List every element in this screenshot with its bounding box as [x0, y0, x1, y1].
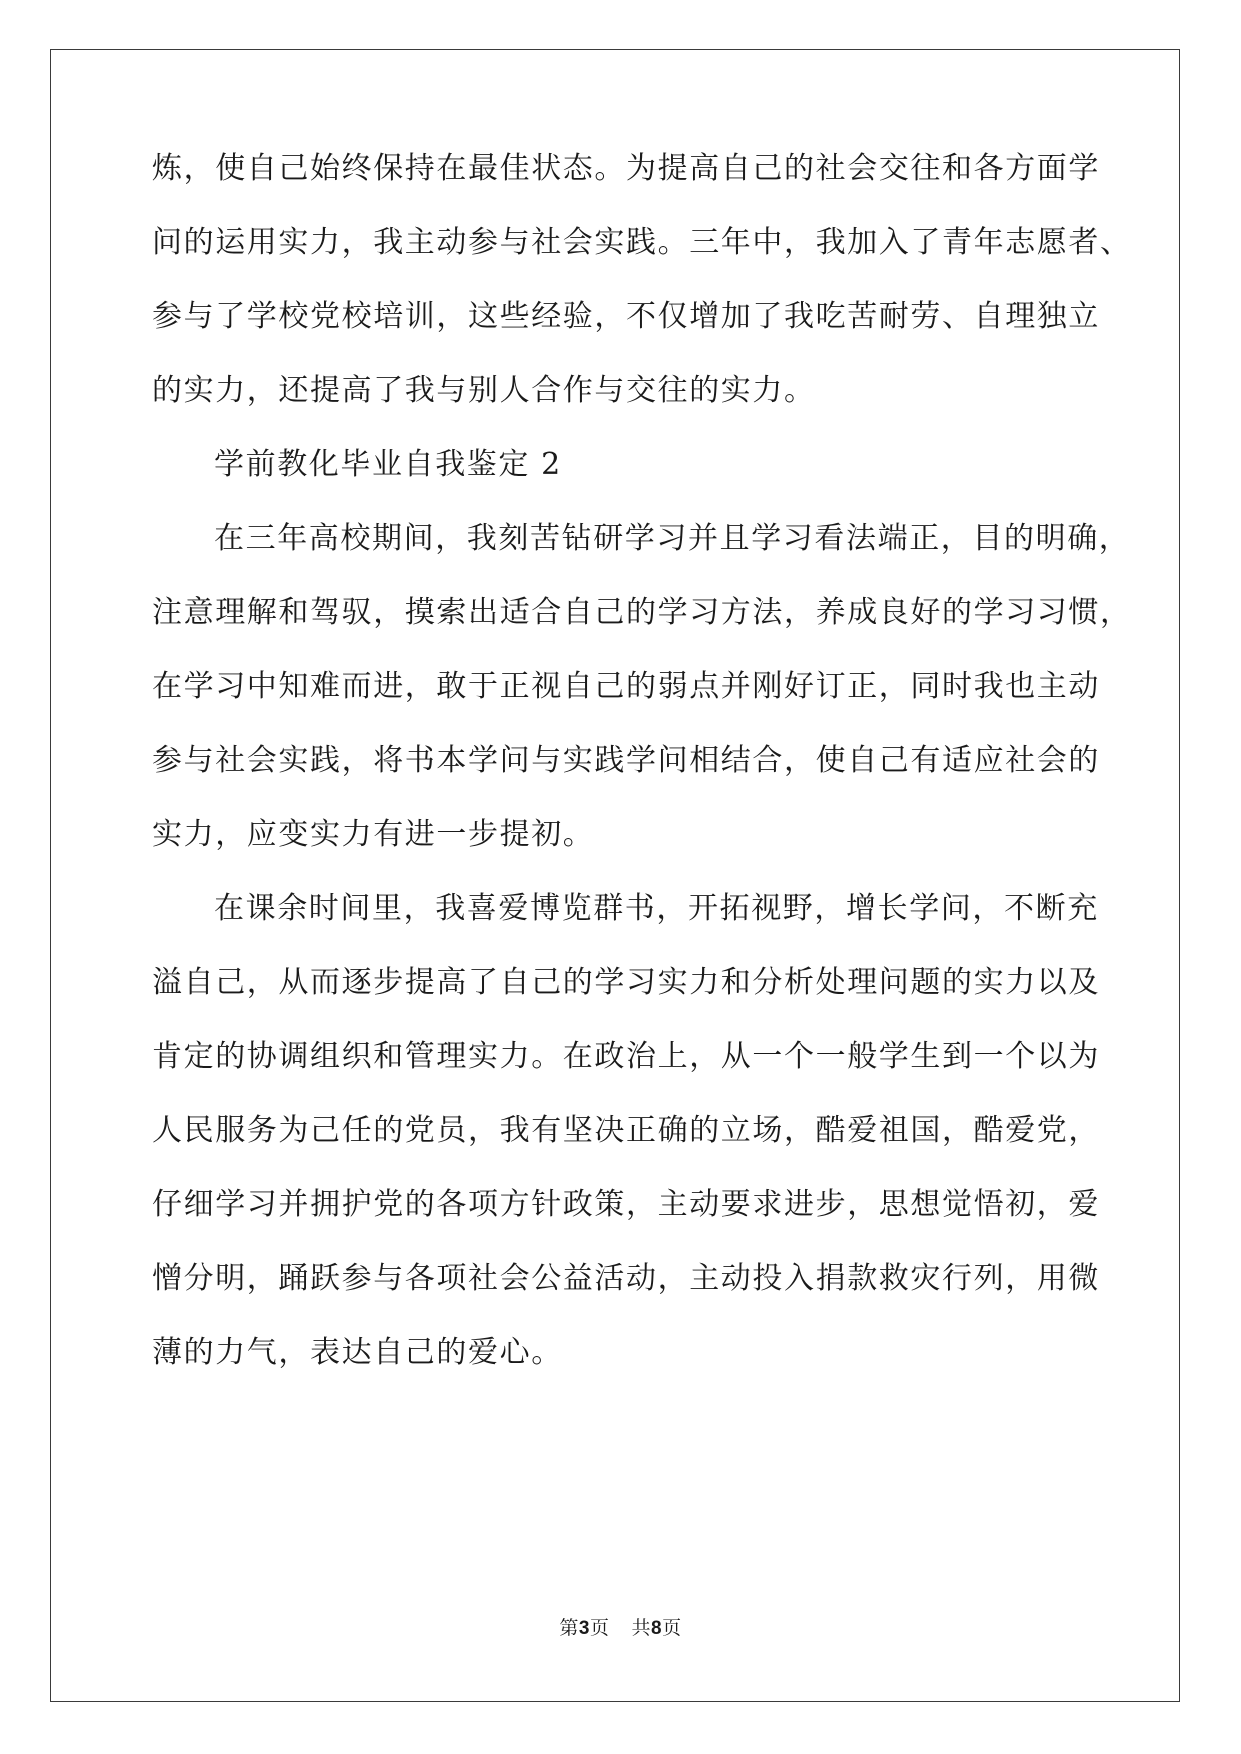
body-text-line: 仔细学习并拥护党的各项方针政策，主动要求进步，思想觉悟初，爱	[152, 1187, 1100, 1222]
body-text-line: 炼，使自己始终保持在最佳状态。为提高自己的社会交往和各方面学	[152, 151, 1100, 186]
body-text-line: 实力，应变实力有进一步提初。	[152, 817, 595, 852]
body-text-line: 在课余时间里，我喜爱博览群书，开拓视野，增长学问，不断充	[214, 891, 1099, 926]
body-text-line: 人民服务为己任的党员，我有坚决正确的立场，酷爱祖国，酷爱党，	[152, 1113, 1100, 1148]
body-text-line: 溢自己，从而逐步提高了自己的学习实力和分析处理问题的实力以及	[152, 965, 1100, 1000]
body-text-line: 在学习中知难而进，敢于正视自己的弱点并刚好订正，同时我也主动	[152, 669, 1100, 704]
body-text-line: 问的运用实力，我主动参与社会实践。三年中，我加入了青年志愿者、	[152, 225, 1132, 260]
body-text-line: 憎分明，踊跃参与各项社会公益活动，主动投入捐款救灾行列，用微	[152, 1261, 1100, 1296]
section-heading: 学前教化毕业自我鉴定 2	[214, 447, 562, 482]
body-text-line: 参与社会实践，将书本学问与实践学问相结合，使自己有适应社会的	[152, 743, 1100, 778]
body-text-line: 薄的力气，表达自己的爱心。	[152, 1335, 563, 1370]
body-text-line: 肯定的协调组织和管理实力。在政治上，从一个一般学生到一个以为	[152, 1039, 1100, 1074]
body-text-line: 参与了学校党校培训，这些经验，不仅增加了我吃苦耐劳、自理独立	[152, 299, 1100, 334]
body-text-line: 在三年高校期间，我刻苦钻研学习并且学习看法端正，目的明确，	[214, 521, 1131, 556]
page-footer	[0, 1616, 1241, 1641]
page-total: 共8页	[631, 1617, 682, 1639]
page-number: 第3页	[559, 1617, 610, 1639]
body-text-line: 注意理解和驾驭，摸索出适合自己的学习方法，养成良好的学习习惯，	[152, 595, 1132, 630]
body-text-line: 的实力，还提高了我与别人合作与交往的实力。	[152, 373, 816, 408]
